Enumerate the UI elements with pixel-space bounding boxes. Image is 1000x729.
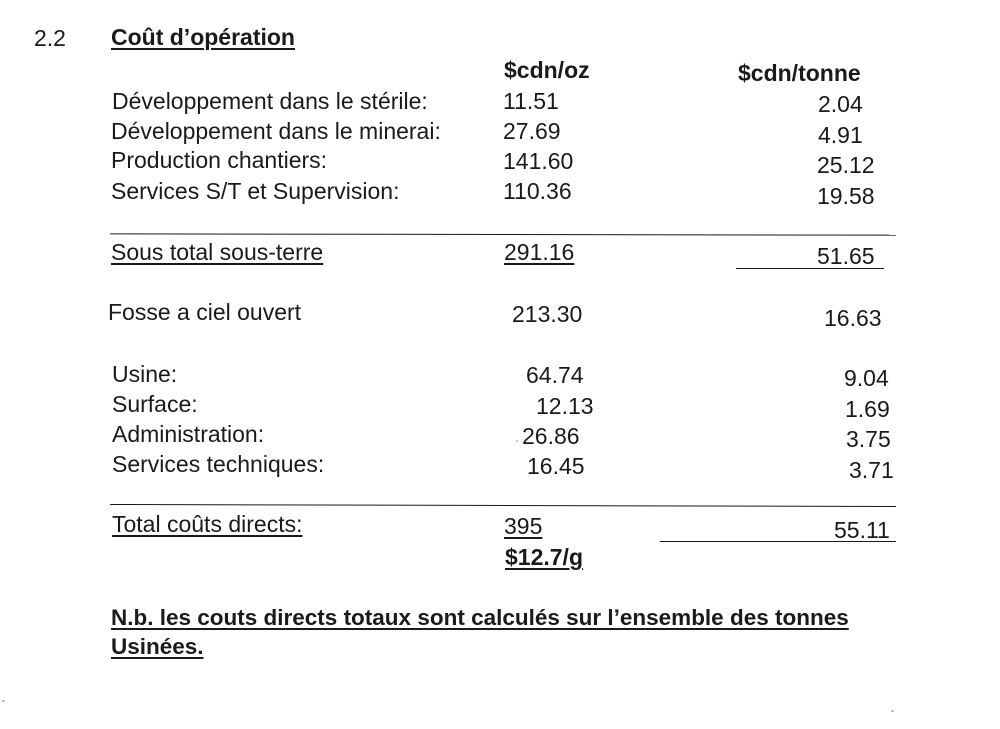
- open-pit-value-oz: 213.30: [512, 301, 583, 327]
- row-value-oz: 26.86: [522, 423, 580, 449]
- row-label: Services techniques:: [112, 451, 325, 477]
- subtotal-value-oz: 291.16: [504, 239, 575, 265]
- row-value-tonne: 25.12: [817, 152, 875, 178]
- row-value-oz: 141.60: [503, 148, 574, 174]
- row-value-oz: 27.69: [503, 118, 561, 144]
- row-value-oz: 110.36: [503, 178, 572, 204]
- row-label: Surface:: [112, 391, 198, 417]
- subtotal-value-tonne: 51.65: [817, 243, 875, 269]
- scan-speck: [516, 440, 518, 442]
- divider-total: [110, 504, 896, 507]
- row-value-tonne: 3.71: [849, 457, 894, 483]
- row-label: Administration:: [112, 421, 265, 447]
- row-value-tonne: 9.04: [844, 365, 889, 391]
- total-value-oz: 395: [504, 513, 543, 539]
- open-pit-value-tonne: 16.63: [824, 305, 882, 331]
- note-line-1: N.b. les couts directs totaux sont calculés sur l’ensemble des tonnes: [111, 605, 849, 630]
- column-header-tonne: $cdn/tonne: [738, 60, 861, 86]
- scan-speck: [2, 700, 5, 702]
- divider-subtotal: [110, 233, 896, 235]
- row-value-oz: 12.13: [536, 393, 594, 419]
- row-value-tonne: 2.04: [818, 91, 863, 117]
- row-label: Services S/T et Supervision:: [111, 178, 400, 204]
- total-value-tonne: 55.11: [834, 517, 890, 543]
- row-value-tonne: 3.75: [846, 426, 891, 452]
- row-value-tonne: 1.69: [845, 396, 890, 422]
- open-pit-label: Fosse a ciel ouvert: [108, 299, 302, 325]
- row-value-oz: 16.45: [527, 453, 585, 479]
- row-value-tonne: 4.91: [818, 122, 863, 148]
- subtotal-label: Sous total sous-terre: [111, 239, 324, 265]
- row-value-oz: 11.51: [503, 88, 559, 114]
- scan-speck: [891, 710, 894, 712]
- note-line-2: Usinées.: [111, 634, 204, 659]
- row-value-oz: 64.74: [526, 362, 584, 388]
- row-label: Production chantiers:: [111, 147, 328, 173]
- total-label: Total coûts directs:: [112, 511, 303, 537]
- row-label: Développement dans le stérile:: [112, 88, 428, 114]
- row-value-tonne: 19.58: [817, 183, 875, 209]
- row-label: Usine:: [112, 361, 178, 387]
- section-number: 2.2: [34, 25, 66, 51]
- row-label: Développement dans le minerai:: [111, 118, 441, 144]
- total-per-gram: $12.7/g: [505, 544, 583, 570]
- column-header-oz: $cdn/oz: [504, 57, 590, 83]
- section-title: Coût d’opération: [111, 24, 295, 50]
